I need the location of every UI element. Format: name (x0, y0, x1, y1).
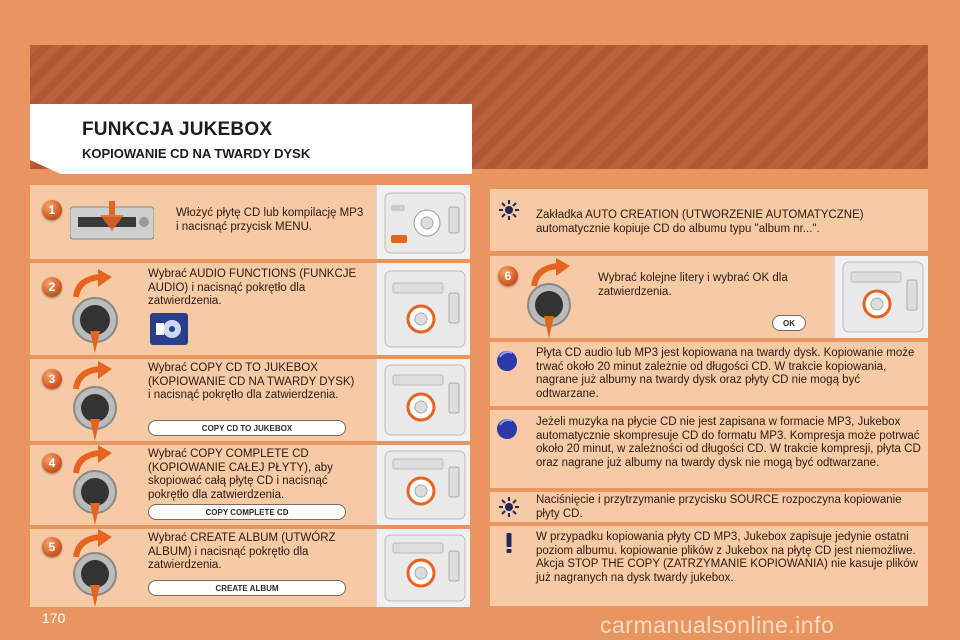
rotary-knob-icon (70, 385, 120, 441)
step-3-text: Wybrać COPY CD TO JUKEBOX (KOPIOWANIE CD NA TWARDY DYSK) i nacisnąć pokrętło dla zatwierdzenia. (148, 362, 355, 401)
step-1-text: Włożyć płytę CD lub kompilację MP3 i nacisnąć przycisk MENU. (176, 207, 364, 233)
rotary-knob-icon (70, 551, 120, 607)
page-title: FUNKCJA JUKEBOX (82, 119, 273, 140)
radio-illustration (376, 529, 470, 607)
cd-player-icon (70, 201, 154, 245)
step-6-text: Wybrać kolejne litery i wybrać OK dla zatwierdzenia. (598, 272, 788, 298)
rotary-knob-icon (70, 295, 120, 353)
radio-illustration (834, 256, 928, 338)
step-5-text: Wybrać CREATE ALBUM (UTWÓRZ ALBUM) i nacisnąć pokrętło dla zatwierdzenia. (148, 532, 336, 571)
step-number-badge: 6 (498, 266, 518, 286)
note-2-text: Płyta CD audio lub MP3 jest kopiowana na twardy dysk. Kopiowanie może trwać około 20 minut zależnie od długości CD. W trakcie kopiowania, nagrane już albumy na twardy dysk oraz płyty CD nie mogą być odtwarzane. (536, 347, 915, 400)
note-copying (490, 342, 928, 406)
step-number-badge: 4 (42, 453, 62, 473)
step-4-text: Wybrać COPY COMPLETE CD (KOPIOWANIE CAŁEJ PŁYTY), aby skopiować całą płytę CD i nacisnąć pokrętło dla zatwierdzenia. (148, 448, 333, 501)
step-number-badge: 1 (42, 200, 62, 220)
note-4-text: Naciśnięcie i przytrzymanie przycisku SOURCE rozpoczyna kopiowanie płyty CD. (536, 494, 902, 520)
step-number-badge: 2 (42, 277, 62, 297)
step-2-text: Wybrać AUDIO FUNCTIONS (FUNKCJE AUDIO) i nacisnąć pokrętło dla zatwierdzenia. (148, 268, 357, 307)
step-1-panel (30, 185, 470, 259)
audio-functions-icon (150, 313, 188, 345)
watermark: carmanualsonline.info (600, 612, 835, 638)
rotary-knob-icon (524, 282, 574, 338)
radio-illustration (376, 445, 470, 525)
radio-illustration (376, 359, 470, 441)
radio-illustration (376, 263, 470, 355)
page-number: 170 (42, 610, 66, 626)
rotary-knob-icon (70, 469, 120, 525)
step-number-badge: 3 (42, 369, 62, 389)
note-1-text: Zakładka AUTO CREATION (UTWORZENIE AUTOMATYCZNE) automatycznie kopiuje CD do albumu typu "album nr...". (536, 209, 864, 235)
ok-label: OK (772, 315, 806, 331)
note-compression (490, 410, 928, 488)
radio-illustration (376, 185, 470, 259)
step-4-panel (30, 445, 470, 525)
copy-cd-to-jukebox-label: COPY CD TO JUKEBOX (148, 420, 346, 436)
create-album-label: CREATE ALBUM (148, 580, 346, 596)
sun-tip-icon (498, 496, 520, 518)
note-warning (490, 526, 928, 606)
step-3-panel (30, 359, 470, 441)
warning-icon (498, 532, 520, 554)
note-auto-creation (490, 189, 928, 251)
blue-dot-icon (496, 418, 518, 440)
step-5-panel (30, 529, 470, 607)
page-subtitle: KOPIOWANIE CD NA TWARDY DYSK (82, 146, 311, 161)
blue-dot-icon (496, 350, 518, 372)
copy-complete-cd-label: COPY COMPLETE CD (148, 504, 346, 520)
note-3-text: Jeżeli muzyka na płycie CD nie jest zapisana w formacie MP3, Jukebox automatycznie skompresuje CD do formatu MP3. Kompresja może potrwać około 20 minut, w zależności od długości CD. W trakcie kompresji, płyta CD oraz nagrane już albumy na twardy dysk nie mogą być odtwarzane. (536, 416, 921, 469)
note-5-text: W przypadku kopiowania płyty CD MP3, Jukebox zapisuje jedynie ostatni poziom albumu. kopiowanie plików z Jukebox na płytę CD jest niemożliwe. Akcja STOP THE COPY (ZATRZYMANIE KOPIOWANIA) nie kasuje plików już nagranych na dysk twardy jukebox. (536, 531, 918, 584)
sun-tip-icon (498, 199, 520, 221)
step-2-panel (30, 263, 470, 355)
step-number-badge: 5 (42, 537, 62, 557)
note-source (490, 492, 928, 522)
step-6-panel (490, 256, 928, 338)
